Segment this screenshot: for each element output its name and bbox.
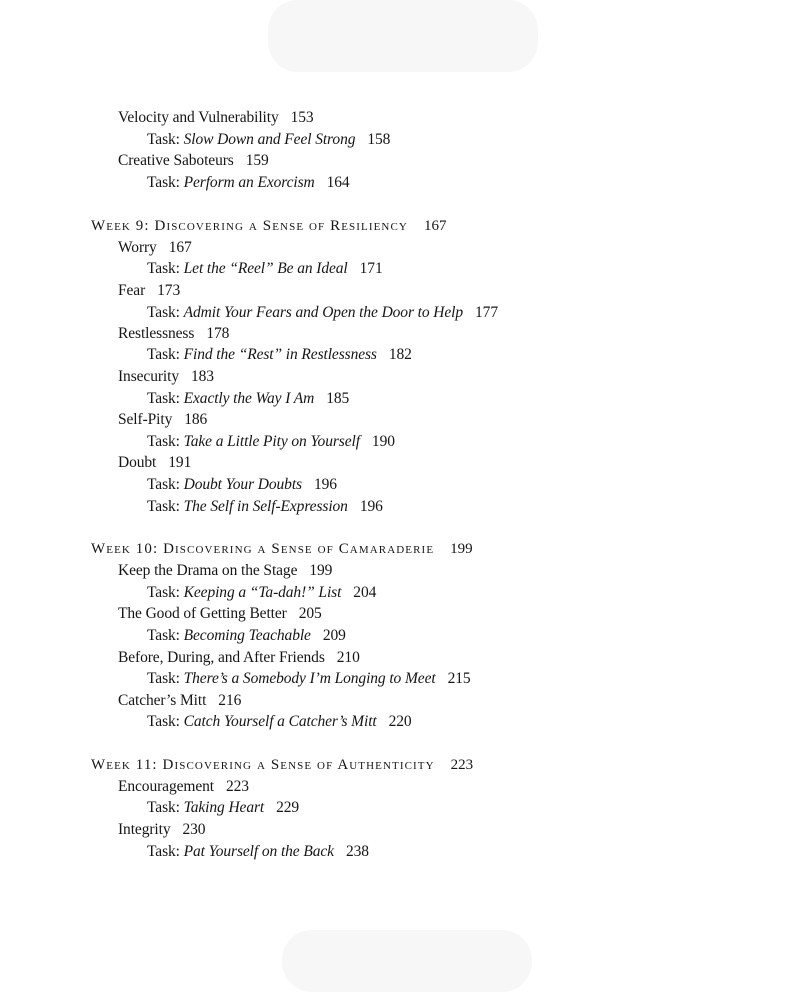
toc-task-title: The Self in Self-Expression	[183, 498, 348, 515]
toc-page-number: 196	[359, 498, 383, 515]
toc-week-heading	[91, 216, 446, 236]
toc-task-title: Becoming Teachable	[183, 627, 311, 644]
toc-page-number: 230	[182, 821, 206, 838]
toc-task-entry	[147, 842, 369, 862]
toc-section-entry	[118, 777, 249, 797]
toc-task-entry	[147, 669, 471, 689]
toc-week-title: Week 10: Discovering a Sense of Camaraderie	[91, 541, 435, 557]
toc-section-entry	[118, 238, 192, 258]
toc-section-entry	[118, 410, 207, 430]
toc-page-number: 205	[298, 605, 322, 622]
toc-task-entry	[147, 475, 337, 495]
toc-page-number: 238	[345, 843, 369, 860]
toc-task-title: Doubt Your Doubts	[183, 476, 302, 493]
toc-task-title: Taking Heart	[183, 799, 265, 816]
toc-page-number: 171	[359, 260, 383, 277]
toc-week-heading	[91, 755, 473, 775]
toc-task-title: Let the “Reel” Be an Ideal	[183, 260, 348, 277]
toc-task-label: Task:	[147, 174, 180, 191]
toc-page-number: 178	[206, 325, 230, 342]
toc-section-title: Catcher’s Mitt	[118, 692, 207, 709]
toc-page-number: 223	[225, 778, 249, 795]
toc-task-entry	[147, 259, 383, 279]
toc-section-entry	[118, 453, 191, 473]
toc-section-title: Self-Pity	[118, 411, 173, 428]
toc-task-entry	[147, 432, 395, 452]
toc-page-number: 196	[313, 476, 337, 493]
toc-task-label: Task:	[147, 260, 180, 277]
toc-section-entry	[118, 367, 214, 387]
toc-task-label: Task:	[147, 304, 180, 321]
toc-task-title: Pat Yourself on the Back	[183, 843, 334, 860]
toc-section-title: Integrity	[118, 821, 171, 838]
toc-task-title: Take a Little Pity on Yourself	[183, 433, 360, 450]
toc-week-title: Week 11: Discovering a Sense of Authenticity	[91, 757, 435, 773]
toc-section-title: The Good of Getting Better	[118, 605, 287, 622]
toc-section-entry	[118, 151, 269, 171]
toc-task-entry	[147, 712, 412, 732]
toc-section-title: Velocity and Vulnerability	[118, 109, 279, 126]
toc-task-title: There’s a Somebody I’m Longing to Meet	[183, 670, 436, 687]
toc-task-title: Slow Down and Feel Strong	[183, 131, 356, 148]
toc-task-label: Task:	[147, 627, 180, 644]
toc-task-label: Task:	[147, 390, 180, 407]
toc-task-label: Task:	[147, 584, 180, 601]
toc-task-title: Catch Yourself a Catcher’s Mitt	[183, 713, 377, 730]
toc-task-entry	[147, 303, 498, 323]
toc-task-entry	[147, 345, 412, 365]
toc-page-number: 210	[336, 649, 360, 666]
toc-task-entry	[147, 130, 390, 150]
toc-page-number: 216	[218, 692, 242, 709]
toc-page-number: 190	[371, 433, 395, 450]
toc-page-number: 229	[276, 799, 300, 816]
toc-page-number: 159	[245, 152, 269, 169]
toc-page-number: 167	[168, 239, 192, 256]
toc-section-entry	[118, 108, 314, 128]
toc-task-title: Keeping a “Ta-dah!” List	[183, 584, 342, 601]
toc-task-label: Task:	[147, 799, 180, 816]
toc-page-number: 215	[447, 670, 471, 687]
toc-task-entry	[147, 497, 383, 517]
toc-section-entry	[118, 691, 241, 711]
toc-section-entry	[118, 561, 332, 581]
toc-section-title: Encouragement	[118, 778, 214, 795]
toc-section-title: Before, During, and After Friends	[118, 649, 325, 666]
toc-page-number: 185	[326, 390, 350, 407]
toc-page-number: 183	[190, 368, 214, 385]
toc-task-entry	[147, 173, 350, 193]
toc-page-number: 191	[168, 454, 192, 471]
toc-section-title: Restlessness	[118, 325, 195, 342]
toc-task-entry	[147, 798, 299, 818]
toc-section-entry	[118, 281, 180, 301]
toc-page-number: 223	[450, 757, 474, 773]
toc-section-entry	[118, 324, 229, 344]
toc-task-label: Task:	[147, 346, 180, 363]
toc-task-entry	[147, 389, 349, 409]
toc-week-title: Week 9: Discovering a Sense of Resiliency	[91, 218, 408, 234]
toc-task-label: Task:	[147, 670, 180, 687]
toc-task-title: Find the “Rest” in Restlessness	[183, 346, 377, 363]
toc-section-entry	[118, 648, 360, 668]
toc-task-label: Task:	[147, 843, 180, 860]
toc-task-label: Task:	[147, 433, 180, 450]
toc-section-title: Creative Saboteurs	[118, 152, 234, 169]
toc-section-title: Insecurity	[118, 368, 179, 385]
toc-section-title: Keep the Drama on the Stage	[118, 562, 298, 579]
toc-section-title: Doubt	[118, 454, 157, 471]
toc-page-number: 177	[475, 304, 498, 321]
toc-page-number: 199	[309, 562, 333, 579]
toc-page-number: 153	[290, 109, 314, 126]
toc-page-number: 158	[367, 131, 391, 148]
toc-page-number: 220	[388, 713, 412, 730]
toc-section-entry	[118, 820, 205, 840]
toc-page-number: 164	[326, 174, 350, 191]
toc-task-label: Task:	[147, 131, 180, 148]
toc-task-label: Task:	[147, 476, 180, 493]
toc-task-label: Task:	[147, 713, 180, 730]
toc-section-title: Worry	[118, 239, 157, 256]
toc-week-heading	[91, 539, 473, 559]
toc-page-number: 204	[353, 584, 377, 601]
toc-page-number: 209	[322, 627, 346, 644]
toc-task-label: Task:	[147, 498, 180, 515]
toc-task-title: Perform an Exorcism	[183, 174, 315, 191]
toc-task-title: Admit Your Fears and Open the Door to Help	[183, 304, 464, 321]
toc-page-number: 167	[423, 218, 447, 234]
toc-section-title: Fear	[118, 282, 146, 299]
toc-page-number: 173	[157, 282, 181, 299]
toc-task-entry	[147, 583, 376, 603]
toc-section-entry	[118, 604, 322, 624]
toc-task-entry	[147, 626, 346, 646]
toc-task-title: Exactly the Way I Am	[183, 390, 315, 407]
toc-page-number: 186	[184, 411, 208, 428]
toc-page-number: 182	[388, 346, 412, 363]
toc-page-number: 199	[450, 541, 473, 557]
